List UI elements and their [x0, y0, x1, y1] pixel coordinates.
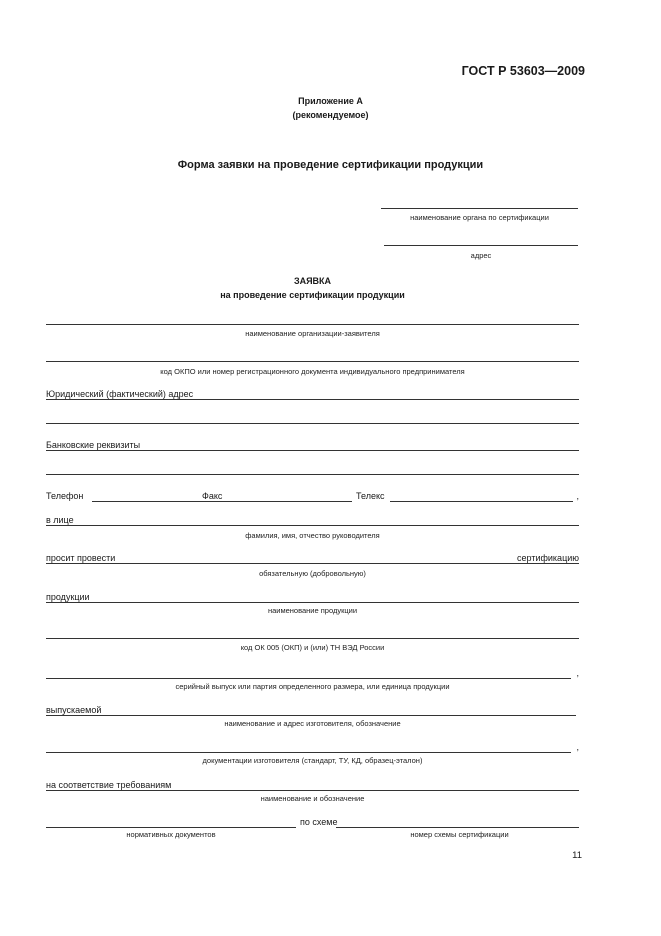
code-line[interactable]	[46, 638, 579, 639]
normative-caption: нормативных документов	[126, 830, 216, 839]
address-caption: адрес	[470, 251, 492, 260]
requirements-caption: наименование и обозначение	[260, 794, 365, 803]
telex-line[interactable]	[390, 501, 573, 502]
application-title: ЗАЯВКА	[293, 276, 332, 286]
product-row[interactable]	[46, 592, 579, 604]
person-line[interactable]	[46, 525, 579, 526]
person-row[interactable]	[46, 515, 579, 527]
fax-line[interactable]	[224, 501, 352, 502]
person-caption: фамилия, имя, отчество руководителя	[245, 531, 380, 540]
manufactured-row[interactable]	[46, 705, 579, 717]
application-subtitle: на проведение сертификации продукции	[220, 290, 405, 300]
bank-line-2[interactable]	[46, 474, 579, 475]
batch-caption: серийный выпуск или партия определенного размера, или единица продукции	[175, 682, 450, 691]
applicant-caption: наименование организации-заявителя	[245, 329, 380, 338]
code-caption: код ОК 005 (ОКП) и (или) ТН ВЭД России	[240, 643, 385, 652]
scheme-label: по схеме	[300, 817, 338, 827]
batch-comma: ,	[576, 668, 579, 678]
legal-address-row[interactable]	[46, 389, 579, 401]
docs-row[interactable]	[46, 742, 579, 754]
requirements-row[interactable]	[46, 780, 579, 792]
legal-address-line[interactable]	[46, 399, 579, 400]
request-label: просит провести	[46, 553, 116, 563]
person-label: в лице	[46, 515, 74, 525]
page-number: 11	[572, 850, 582, 861]
bank-label: Банковские реквизиты	[46, 440, 141, 450]
request-line[interactable]	[46, 563, 579, 564]
scheme-row	[46, 817, 579, 829]
request-caption: обязательную (добровольную)	[259, 569, 366, 578]
standard-number: ГОСТ Р 53603—2009	[461, 64, 585, 78]
telex-label: Телекс	[356, 491, 385, 501]
appendix-note: (рекомендуемое)	[292, 110, 369, 120]
okpo-caption: код ОКПО или номер регистрационного документа индивидуального предпринимателя	[160, 367, 465, 376]
scheme-line[interactable]	[336, 827, 579, 828]
phone-label: Телефон	[46, 491, 84, 501]
phone-line[interactable]	[92, 501, 242, 502]
organ-line[interactable]	[381, 208, 578, 209]
contacts-row	[46, 491, 579, 503]
telex-comma: ,	[576, 491, 579, 501]
organ-caption: наименование органа по сертификации	[410, 213, 549, 222]
legal-address-label: Юридический (фактический) адрес	[46, 389, 194, 399]
normative-line[interactable]	[46, 827, 296, 828]
batch-line[interactable]	[46, 678, 571, 679]
address-line[interactable]	[384, 245, 578, 246]
scheme-caption: номер схемы сертификации	[410, 830, 509, 839]
docs-caption: документации изготовителя (стандарт, ТУ, КД, образец-эталон)	[202, 756, 423, 765]
requirements-line[interactable]	[46, 790, 579, 791]
product-line[interactable]	[46, 602, 579, 603]
product-caption: наименование продукции	[267, 606, 358, 615]
okpo-line[interactable]	[46, 361, 579, 362]
appendix-title: Приложение А	[298, 96, 363, 106]
legal-address-line-2[interactable]	[46, 423, 579, 424]
docs-comma: ,	[576, 742, 579, 752]
batch-row[interactable]	[46, 668, 579, 680]
request-row[interactable]	[46, 553, 579, 565]
fax-label: Факс	[202, 491, 223, 501]
request-suffix: сертификацию	[517, 553, 579, 563]
product-label: продукции	[46, 592, 90, 602]
requirements-label: на соответствие требованиям	[46, 780, 172, 790]
bank-row[interactable]	[46, 440, 579, 452]
form-title: Форма заявки на проведение сертификации продукции	[177, 159, 484, 171]
docs-line[interactable]	[46, 752, 571, 753]
manufacturer-caption: наименование и адрес изготовителя, обозначение	[224, 719, 401, 728]
bank-line[interactable]	[46, 450, 579, 451]
manufacturer-line[interactable]	[46, 715, 576, 716]
manufactured-label: выпускаемой	[46, 705, 102, 715]
applicant-line[interactable]	[46, 324, 579, 325]
